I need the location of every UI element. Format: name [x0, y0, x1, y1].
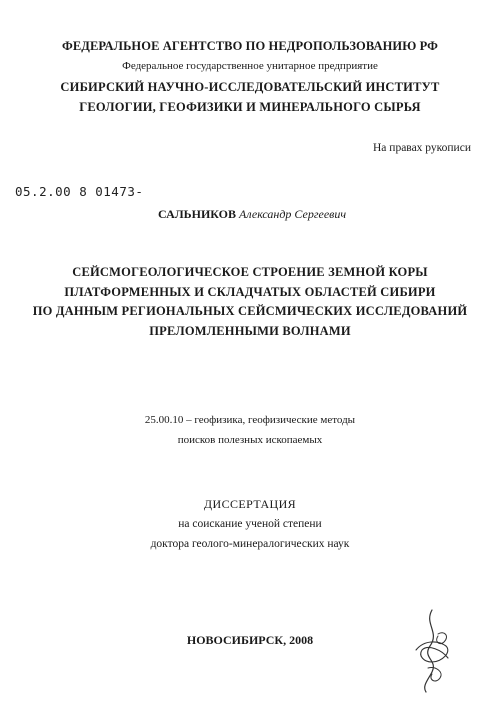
title-line: ПРЕЛОМЛЕННЫМИ ВОЛНАМИ: [149, 323, 351, 338]
title-line: ПО ДАННЫМ РЕГИОНАЛЬНЫХ СЕЙСМИЧЕСКИХ ИССЛЕДОВАНИЙ: [32, 304, 468, 318]
dissertation-title: [0, 263, 500, 341]
agency-heading: ФЕДЕРАЛЬНОЕ АГЕНТСТВО ПО НЕДРОПОЛЬЗОВАНИЮ РФ: [61, 39, 439, 53]
title-line: СЕЙСМОГЕОЛОГИЧЕСКОЕ СТРОЕНИЕ ЗЕМНОЙ КОРЫ: [72, 265, 428, 279]
author-surname: САЛЬНИКОВ: [158, 207, 237, 221]
degree-block: [0, 494, 500, 554]
author-line: [158, 207, 346, 222]
specialty-line1: 25.00.10 – геофизика, геофизические методы: [144, 414, 356, 426]
city-year: НОВОСИБИРСК, 2008: [186, 633, 314, 647]
degree-line1: на соискание ученой степени: [178, 518, 322, 530]
dissertation-label: ДИССЕРТАЦИЯ: [203, 497, 297, 511]
institute-heading-line2: ГЕОЛОГИИ, ГЕОФИЗИКИ И МИНЕРАЛЬНОГО СЫРЬЯ: [79, 100, 421, 114]
enterprise-line: Федеральное государственное унитарное предприятие: [122, 60, 378, 72]
handwritten-signature: [402, 606, 462, 696]
institute-heading-line1: СИБИРСКИЙ НАУЧНО-ИССЛЕДОВАТЕЛЬСКИЙ ИНСТИТУТ: [60, 80, 440, 94]
specialty-block: [0, 410, 500, 450]
specialty-line2: поисков полезных ископаемых: [177, 434, 323, 446]
title-line: ПЛАТФОРМЕННЫХ И СКЛАДЧАТЫХ ОБЛАСТЕЙ СИБИРИ: [64, 284, 436, 299]
author-given-names: Александр Сергеевич: [239, 207, 347, 221]
rights-note: На правах рукописи: [373, 142, 471, 154]
degree-line2: доктора геолого-минералогических наук: [150, 538, 350, 550]
archive-code-stamp: 05.2.00 8 01473-: [15, 184, 144, 199]
